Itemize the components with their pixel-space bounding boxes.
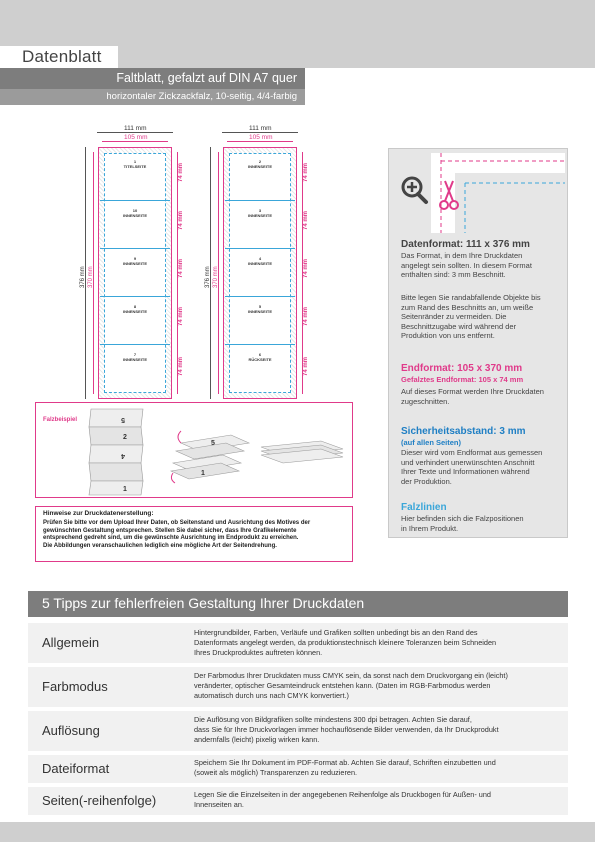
tip-text: Die Auflösung von Bildgrafiken sollte mindestens 300 dpi betragen. Achten Sie darauf, dass Sie für Ihre Druckvorlagen immer hochauflösende Bilder verwenden, da Ihr Druckprodukt andernfalls (leicht) pixelig wirken kann. (194, 715, 499, 744)
tip-label: Auflösung (42, 723, 100, 738)
panel-label: 4 INNENSEITE (247, 256, 272, 266)
header-strip (118, 46, 595, 68)
tip-row (28, 667, 568, 707)
outer-height-label: 376 mm (80, 266, 86, 288)
zoom-icon (399, 175, 429, 210)
outer-width-label: 111 mm (124, 125, 147, 132)
hint-heading: Hinweise zur Druckdatenerstellung: (43, 510, 154, 517)
info-panel (388, 148, 568, 538)
product-title: Faltblatt, gefalzt auf DIN A7 quer (116, 71, 297, 85)
falz-text: Hier befinden sich die Falzpositionen in Ihrem Produkt. (401, 514, 524, 533)
tips-heading: 5 Tipps zur fehlerfreien Gestaltung Ihrer Druckdaten (42, 595, 365, 611)
outer-width-label: 111 mm (249, 125, 272, 132)
scissors-icon (439, 179, 459, 218)
inner-height-label: 370 mm (88, 266, 94, 288)
tip-row (28, 623, 568, 663)
print-hint-box (35, 506, 353, 562)
endformat-subtitle: Gefalztes Endformat: 105 x 74 mm (401, 375, 524, 384)
bottom-bar (0, 822, 595, 842)
sheet-outline-left (98, 147, 172, 399)
outer-height-label: 376 mm (205, 266, 211, 288)
panel-label: 8 INNENSEITE (122, 304, 147, 314)
falz-example-label: Falzbeispiel (43, 417, 78, 423)
falz-panel-num: 2 (123, 434, 127, 441)
safety-subtitle: (auf allen Seiten) (401, 438, 462, 447)
hint-text: Prüfen Sie bitte vor dem Upload Ihrer Daten, ob Seitenstand und Ausrichtung des Motives der gewünschten Gestaltung entsprechen. Stellen Sie dabei sicher, dass Ihre Grafikelemente entsprechend gedreht sind, um die gewünschte Ausrichtung im Endprodukt zu erreichen. Die Abbildungen veranschaulichen lediglich eine mögliche Art der Seitendrehung. (43, 520, 311, 550)
page-title (18, 46, 118, 68)
tip-row (28, 755, 568, 783)
tip-label: Allgemein (42, 635, 100, 650)
panel-label: 6 RÜCKSEITE (248, 352, 272, 362)
panel-height-label: 74 mm (303, 356, 309, 376)
panel-height-label: 74 mm (178, 306, 184, 326)
panel-height-label: 74 mm (303, 210, 309, 230)
product-subtitle: horizontaler Zickzackfalz, 10-seitig, 4/4-farbig (106, 91, 297, 102)
sheet-outline-right (223, 147, 297, 399)
falz-example-box (35, 402, 353, 498)
endformat-text: Auf dieses Format werden Ihre Druckdaten zugeschnitten. (401, 387, 544, 406)
inner-width-label: 105 mm (124, 134, 148, 141)
panel-height-label: 74 mm (178, 258, 184, 278)
panel-label: 7 INNENSEITE (122, 352, 147, 362)
sheet-diagram-left (80, 120, 200, 400)
panel-height-label: 74 mm (178, 210, 184, 230)
bleed-text: Bitte legen Sie randabfallende Objekte bis zum Rand des Beschnitts an, um weiße Seitenränder zu vermeiden. Die Beschnittzugabe wird während der Produktion von uns entfernt. (401, 293, 541, 340)
falz-panel-num: 4 (121, 452, 125, 459)
panel-height-label: 74 mm (178, 162, 184, 182)
tip-row (28, 711, 568, 751)
falz-title: Falzlinien (401, 502, 447, 513)
inner-height-label: 370 mm (213, 266, 219, 288)
panel-label: 2 INNENSEITE (247, 159, 272, 169)
panel-label: 10 INNENSEITE (122, 208, 147, 218)
tip-label: Seiten(-reihenfolge) (42, 793, 157, 808)
tip-text: Speichern Sie Ihr Dokument im PDF-Format ab. Achten Sie darauf, Schriften einzubetten und (soweit als möglich) Transparenzen zu reduzieren. (194, 758, 496, 777)
product-bar (0, 68, 305, 89)
safety-text: Dieser wird vom Endformat aus gemessen und verhindert unerwünschten Anschnitt Ihrer Texte und Informationen während der Produktion. (401, 448, 543, 486)
panel-label: 1 TITELSEITE (123, 159, 147, 169)
safety-title: Sicherheitsabstand: 3 mm (401, 426, 526, 437)
product-subtitle-bar (0, 89, 305, 105)
panel-height-label: 74 mm (303, 258, 309, 278)
tip-label: Farbmodus (42, 679, 108, 694)
falz-illustration (81, 405, 351, 497)
datenformat-title: Datenformat: 111 x 376 mm (401, 239, 530, 250)
panel-label: 3 INNENSEITE (247, 208, 272, 218)
falz-panel-num: 5 (211, 440, 215, 447)
datenformat-text: Das Format, in dem Ihre Druckdaten angelegt sein sollten. In diesem Format enthalten sind: 3 mm Beschnitt. (401, 251, 532, 279)
tips-heading-bar (28, 591, 568, 617)
panel-height-label: 74 mm (178, 356, 184, 376)
falz-panel-num: 1 (123, 486, 127, 493)
inner-width-label: 105 mm (249, 134, 273, 141)
tip-text: Hintergrundbilder, Farben, Verläufe und Grafiken sollten unbedingt bis an den Rand des Datenformats angelegt werden, da produktionstechnisch kleinere Toleranzen beim Schneiden Ihres Druckproduktes auftreten können. (194, 628, 497, 657)
tip-text: Legen Sie die Einzelseiten in der angegebenen Reihenfolge als Druckbogen für Außen- und Innenseiten an. (194, 790, 491, 809)
panel-label: 9 INNENSEITE (122, 256, 147, 266)
top-bar (0, 0, 595, 46)
panel-height-label: 74 mm (303, 306, 309, 326)
tip-label: Dateiformat (42, 761, 110, 776)
endformat-title: Endformat: 105 x 370 mm (401, 363, 523, 374)
falz-panel-num: 5 (121, 416, 125, 423)
page-title-text: Datenblatt (22, 47, 102, 66)
falz-panel-num: 1 (201, 470, 205, 477)
tip-text: Der Farbmodus Ihrer Druckdaten muss CMYK sein, da sonst nach dem Druckvorgang ein (leicht) veränderter, optischer Gesamteindruck entstehen kann. (Daten im RGB-Farbmodus werden automatisch durch uns nach CMYK konvertiert.) (194, 671, 508, 700)
panel-height-label: 74 mm (303, 162, 309, 182)
sheet-diagram-right (205, 120, 325, 400)
tip-row (28, 787, 568, 815)
panel-label: 5 INNENSEITE (247, 304, 272, 314)
